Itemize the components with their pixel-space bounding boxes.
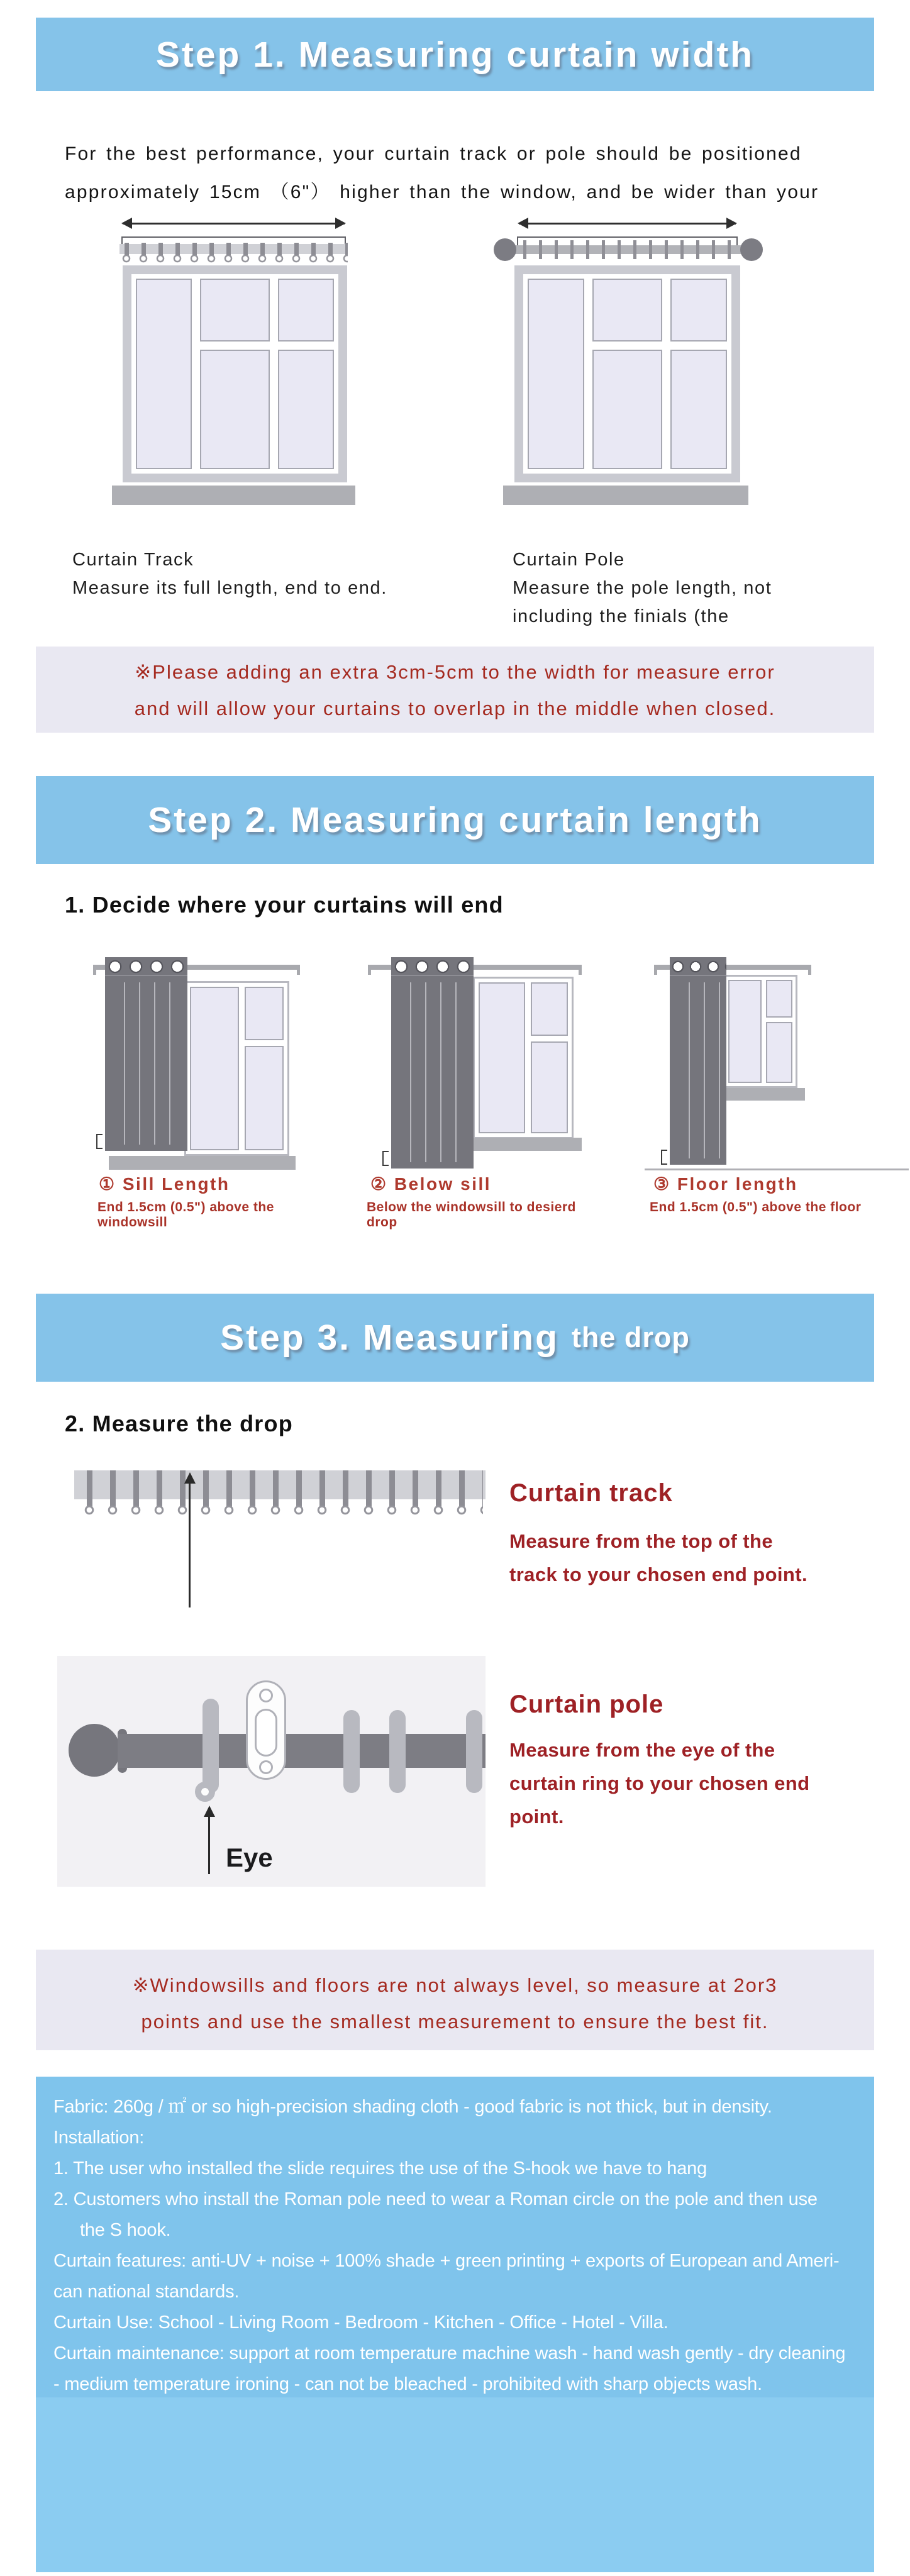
window-pane xyxy=(245,987,284,1040)
option2-desc: Below the windowsill to desierd drop xyxy=(367,1200,576,1230)
track-label-desc: Measure its full length, end to end. xyxy=(72,578,387,598)
option3-title: ③ Floor length xyxy=(653,1174,798,1194)
eye-arrow-icon xyxy=(208,1816,210,1874)
curtain-illustration xyxy=(105,957,187,1151)
step1-header-text: Step 1. Measuring curtain width xyxy=(155,34,755,75)
window-pane xyxy=(479,982,525,1133)
step2-header-text: Step 2. Measuring curtain length xyxy=(148,800,762,840)
length-option-floor xyxy=(619,950,899,1230)
window-pane xyxy=(592,279,663,341)
window-pane xyxy=(245,1046,284,1150)
width-note-line1: ※Please adding an extra 3cm-5cm to the width for measure error xyxy=(135,661,775,683)
option1-title: ① Sill Length xyxy=(99,1174,230,1194)
footer-line-install1: 1. The user who installed the slide requires the use of the S-hook we have to hang xyxy=(53,2158,707,2179)
step2-header-band xyxy=(36,776,874,864)
option3-desc: End 1.5cm (0.5") above the floor xyxy=(650,1200,862,1214)
step3-header-text: Step 3. Measuring xyxy=(220,1318,559,1358)
window-pane xyxy=(728,980,762,1083)
step1-intro xyxy=(65,135,857,211)
curtain-track-desc-line2: track to your chosen end point. xyxy=(509,1563,808,1585)
window-pane xyxy=(670,279,727,341)
measure-mark-icon xyxy=(382,1151,389,1166)
width-note-line2: and will allow your curtains to overlap in the middle when closed. xyxy=(134,697,776,719)
window-illustration xyxy=(184,981,289,1156)
measure-mark-icon xyxy=(96,1134,103,1149)
pole-rings xyxy=(523,240,731,259)
measure-up-arrow-icon xyxy=(189,1483,191,1607)
track-gliders xyxy=(78,1470,483,1507)
window-pane xyxy=(200,350,270,469)
track-glider-rings xyxy=(78,1506,483,1515)
finial-left-icon xyxy=(494,238,516,261)
curtain-pole-desc xyxy=(509,1733,809,1833)
track-label xyxy=(72,546,387,602)
windowsill xyxy=(109,1156,296,1170)
footer-line-features2: can national standards. xyxy=(53,2282,240,2302)
curtain-track-desc xyxy=(509,1524,807,1591)
bracket-screw-hole xyxy=(259,1760,273,1774)
floor-line xyxy=(645,1169,909,1170)
track-gliders xyxy=(119,243,348,255)
footer-line-maintenance1: Curtain maintenance: support at room temperature machine wash - hand wash gently - dry cleaning xyxy=(53,2343,846,2363)
level-note-line1: ※Windowsills and floors are not always level, so measure at 2or3 xyxy=(132,1974,778,1996)
windowsill xyxy=(717,1088,805,1101)
window-pane xyxy=(190,987,239,1150)
step1-header-band xyxy=(36,18,874,91)
window-pane xyxy=(766,1022,792,1083)
windowsill xyxy=(112,486,355,505)
footer-line-use: Curtain Use: School - Living Room - Bedroom - Kitchen - Office - Hotel - Villa. xyxy=(53,2312,669,2333)
option2-title: ② Below sill xyxy=(370,1174,492,1194)
option1-desc: End 1.5cm (0.5") above the windowsill xyxy=(97,1200,274,1230)
curtain-ring xyxy=(203,1699,219,1793)
step3-header-band xyxy=(36,1294,874,1382)
step1-intro-line2: approximately 15cm （6"） higher than the window, and be wider than your xyxy=(65,182,819,203)
window-pane xyxy=(592,350,663,469)
curtain-ring xyxy=(466,1710,482,1793)
curtain-folds xyxy=(675,982,721,1158)
curtain-track-title: Curtain track xyxy=(509,1479,673,1507)
curtain-illustration xyxy=(670,957,726,1165)
curtain-track-diagram xyxy=(72,214,368,509)
footer-line-installation: Installation: xyxy=(53,2128,145,2148)
width-arrow-icon xyxy=(519,223,736,225)
product-info-panel xyxy=(36,2077,874,2397)
curtain-pole-desc-line2: curtain ring to your chosen end xyxy=(509,1772,810,1794)
pole-bar xyxy=(118,1734,486,1768)
footer-line-install2b: the S hook. xyxy=(80,2220,171,2240)
track-glider-rings xyxy=(119,254,348,264)
window-pane xyxy=(200,279,270,341)
measure-mark-icon xyxy=(661,1150,667,1165)
length-option-sill xyxy=(41,950,321,1230)
step3-subtitle: 2. Measure the drop xyxy=(65,1411,293,1436)
track-label-title: Curtain Track xyxy=(72,550,194,570)
curtain-ring xyxy=(389,1710,406,1793)
window-pane xyxy=(766,980,792,1018)
curtain-ring xyxy=(343,1710,360,1793)
footer-line-features1: Curtain features: anti-UV + noise + 100% shade + green printing + exports of European and Ameri- xyxy=(53,2251,840,2271)
curtain-track-desc-line1: Measure from the top of the xyxy=(509,1530,773,1552)
width-note-box xyxy=(36,647,874,733)
footer-line-install2: 2. Customers who install the Roman pole need to wear a Roman circle on the pole and then use xyxy=(53,2189,818,2209)
window-illustration xyxy=(473,977,574,1139)
eye-ring-icon xyxy=(195,1782,215,1802)
level-note-line2: points and use the smallest measurement to ensure the best fit. xyxy=(141,2011,769,2033)
bracket-screw-hole xyxy=(259,1689,273,1702)
wall-bracket-icon xyxy=(246,1680,286,1780)
window-pane xyxy=(528,279,584,469)
footer-line-fabric: Fabric: 260g / ㎡ or so high-precision shading cloth - good fabric is not thick, but in density. xyxy=(53,2097,772,2117)
grommet-strip xyxy=(105,957,187,976)
step1-intro-line1: For the best performance, your curtain track or pole should be positioned xyxy=(65,143,802,164)
window-pane xyxy=(531,1041,568,1133)
curtain-pole-title: Curtain pole xyxy=(509,1690,664,1718)
pole-label-desc2: including the finials (the xyxy=(513,606,730,626)
width-arrow-icon xyxy=(123,223,345,225)
window-illustration xyxy=(514,265,740,482)
curtain-folds xyxy=(396,982,469,1162)
step2-subtitle: 1. Decide where your curtains will end xyxy=(65,892,504,918)
bracket-slot xyxy=(255,1709,277,1757)
window-illustration xyxy=(723,975,797,1088)
curtain-pole-diagram xyxy=(465,214,761,509)
grommet-strip xyxy=(391,957,474,976)
pole-label-desc1: Measure the pole length, not xyxy=(513,578,772,598)
curtain-illustration xyxy=(391,957,474,1169)
finial-right-icon xyxy=(740,238,763,261)
window-pane xyxy=(670,350,727,469)
curtain-pole-desc-line1: Measure from the eye of the xyxy=(509,1739,775,1761)
pole-label xyxy=(513,546,772,631)
track-figure xyxy=(74,1470,486,1615)
curtain-pole-desc-line3: point. xyxy=(509,1806,564,1828)
curtain-folds xyxy=(110,982,182,1145)
footer-line-maintenance2: - medium temperature ironing - can not be bleached - prohibited with sharp objects wash. xyxy=(53,2374,762,2394)
grommet-strip xyxy=(670,957,726,976)
pole-label-title: Curtain Pole xyxy=(513,550,625,570)
level-note-box xyxy=(36,1950,874,2050)
window-pane xyxy=(136,279,192,469)
bottom-blue-panel xyxy=(36,2397,874,2572)
window-pane xyxy=(531,982,568,1036)
step3-header-subtext: the drop xyxy=(571,1321,690,1353)
eye-label: Eye xyxy=(226,1843,273,1872)
length-option-below-sill xyxy=(330,950,610,1230)
windowsill xyxy=(503,486,748,505)
pole-figure xyxy=(57,1656,486,1887)
window-illustration xyxy=(123,265,347,482)
window-pane xyxy=(278,350,334,469)
window-pane xyxy=(278,279,334,341)
